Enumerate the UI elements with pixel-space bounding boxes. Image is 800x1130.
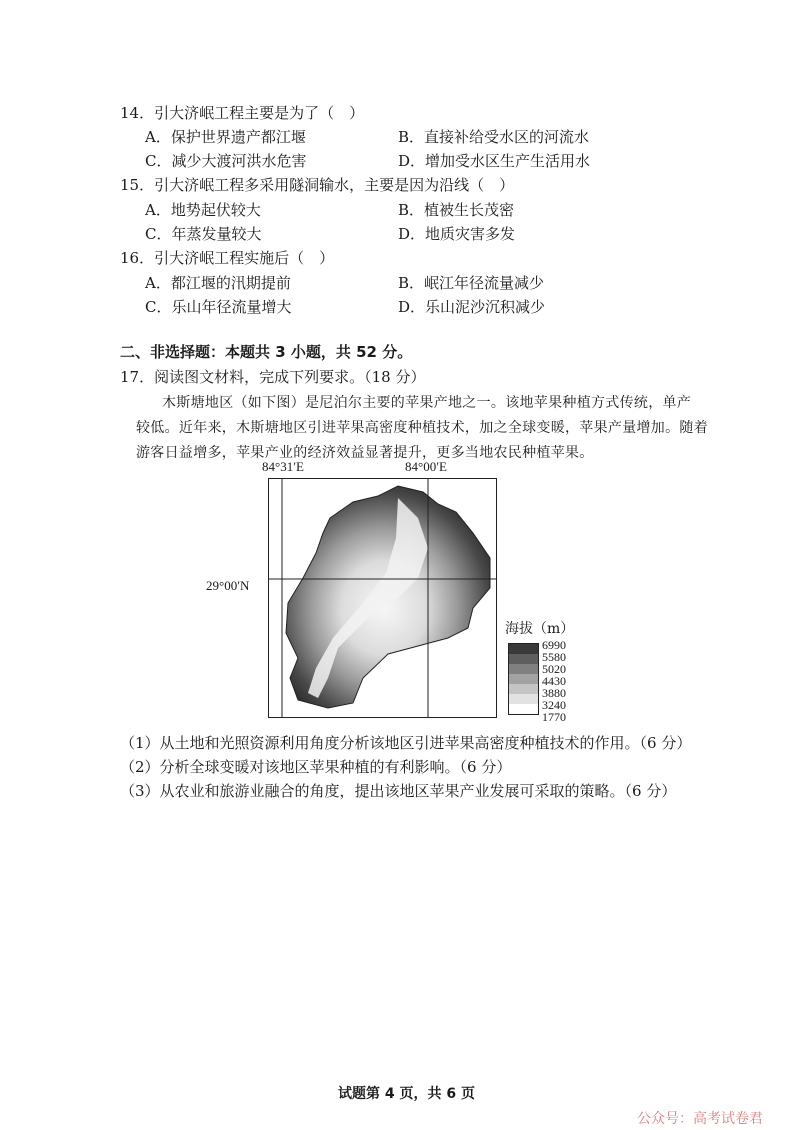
question-15-option-b: B．植被生长茂密 — [398, 201, 515, 219]
question-16-option-d: D．乐山泥沙沉积减少 — [398, 298, 546, 316]
legend-swatch — [509, 674, 538, 684]
material-paragraph-line: 木斯塘地区（如下图）是尼泊尔主要的苹果产地之一。该地苹果种植方式传统，单产 — [162, 395, 692, 411]
legend-swatch — [509, 654, 538, 664]
longitude-label-right: 84°00′E — [405, 459, 447, 474]
legend-value: 6990 — [542, 638, 566, 652]
legend-title: 海拔（m） — [505, 621, 575, 637]
question-14-option-b: B．直接补给受水区的河流水 — [398, 128, 590, 146]
question-14-option-c: C．减少大渡河洪水危害 — [145, 152, 307, 170]
longitude-label-left: 84°31′E — [262, 459, 304, 474]
elevation-legend — [508, 643, 539, 715]
question-14-stem: 14．引大济岷工程主要是为了（ ） — [120, 104, 365, 122]
legend-value: 5580 — [542, 650, 566, 664]
question-15-stem: 15．引大济岷工程多采用隧洞输水，主要是因为沿线（ ） — [120, 176, 515, 194]
legend-swatch — [509, 684, 538, 694]
legend-swatch — [509, 664, 538, 674]
watermark-text: 公众号：高考试卷君 — [637, 1111, 763, 1127]
legend-value: 1770 — [542, 710, 566, 724]
question-16-option-c: C．乐山年径流量增大 — [145, 298, 292, 316]
legend-value: 3880 — [542, 686, 566, 700]
question-15-option-a: A．地势起伏较大 — [145, 201, 261, 219]
question-16-option-b: B．岷江年径流量减少 — [398, 274, 545, 292]
legend-swatch — [509, 704, 538, 714]
legend-swatch — [509, 644, 538, 654]
material-paragraph-line: 较低。近年来，木斯塘地区引进苹果高密度种植技术，加之全球变暖，苹果产量增加。随着 — [136, 420, 708, 436]
question-15-option-d: D．地质灾害多发 — [398, 225, 516, 243]
legend-value: 3240 — [542, 698, 566, 712]
question-14-option-d: D．增加受水区生产生活用水 — [398, 152, 591, 170]
terrain-map — [268, 478, 497, 718]
page-footer: 试题第 4 页，共 6 页 — [338, 1086, 475, 1102]
subquestion-1: （1）从土地和光照资源利用角度分析该地区引进苹果高密度种植技术的作用。（6 分） — [120, 734, 692, 752]
section-2-title: 二、非选择题：本题共 3 小题，共 52 分。 — [120, 343, 413, 361]
subquestion-2: （2）分析全球变暖对该地区苹果种植的有利影响。（6 分） — [120, 758, 512, 776]
question-17-stem: 17．阅读图文材料，完成下列要求。（18 分） — [120, 368, 426, 386]
question-15-option-c: C．年蒸发量较大 — [145, 225, 262, 243]
question-16-option-a: A．都江堰的汛期提前 — [145, 274, 291, 292]
material-paragraph-line: 游客日益增多，苹果产业的经济效益显著提升，更多当地农民种植苹果。 — [136, 445, 594, 461]
subquestion-3: （3）从农业和旅游业融合的角度，提出该地区苹果产业发展可采取的策略。（6 分） — [120, 782, 677, 800]
question-16-stem: 16．引大济岷工程实施后（ ） — [120, 249, 335, 267]
latitude-label: 29°00′N — [206, 578, 250, 593]
question-14-option-a: A．保护世界遗产都江堰 — [145, 128, 306, 146]
legend-value: 4430 — [542, 674, 566, 688]
legend-value: 5020 — [542, 662, 566, 676]
legend-swatch — [509, 694, 538, 704]
